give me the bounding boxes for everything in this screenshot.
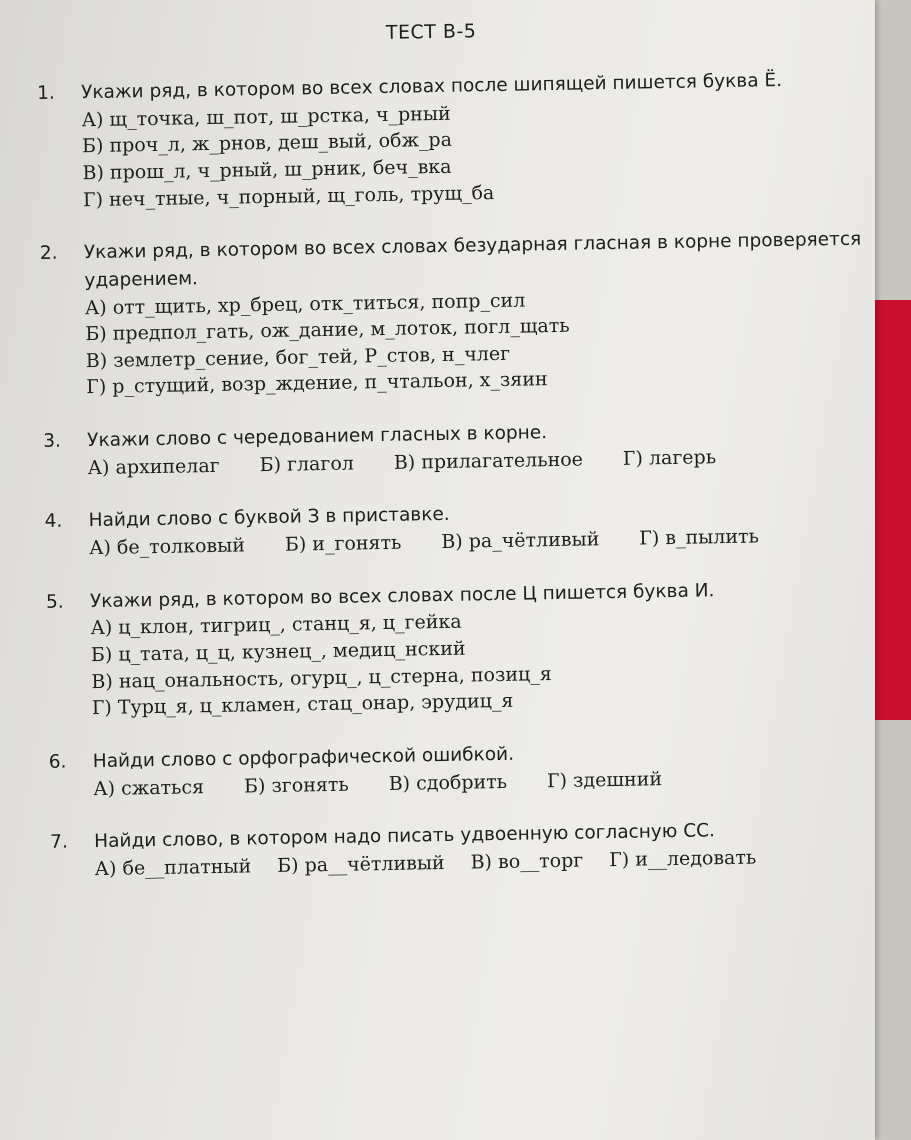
question-text: Укажи ряд, в котором во всех словах после шипящей пишется буква Ё. xyxy=(80,69,783,104)
answer-option: Б) предпол_гать, ож_дание, м_лоток, погл_щать xyxy=(85,314,570,346)
question-text: Найди слово, в котором надо писать удвоенную согласную СС. xyxy=(94,820,716,853)
question-3 xyxy=(43,413,874,482)
answer-option: Г) здешний xyxy=(546,767,663,792)
question-text: Укажи слово с чередованием гласных в корне. xyxy=(87,422,548,452)
question-text: Укажи ряд, в котором во всех словах после Ц пишется буква И. xyxy=(89,579,715,612)
answer-option: В) нац_ональность, огурц_, ц_стерна, позиц_я xyxy=(91,662,552,693)
answer-option: Г) Турц_я, ц_кламен, стац_онар, эрудиц_я xyxy=(91,689,514,720)
question-2 xyxy=(40,226,873,402)
question-7 xyxy=(50,815,881,884)
answer-option: А) щ_точка, ш_пот, ш_рстка, ч_рный xyxy=(81,102,451,131)
question-text: Найди слово с орфографической ошибкой. xyxy=(92,743,515,772)
question-number: 4. xyxy=(44,510,63,533)
question-number: 3. xyxy=(43,430,62,452)
answer-option: Б) и_гонять xyxy=(284,531,402,556)
answer-options xyxy=(85,281,873,401)
answer-option: В) сдобрить xyxy=(388,770,508,795)
answer-option: Г) лагерь xyxy=(622,445,717,470)
answer-option: Б) згонять xyxy=(243,773,349,798)
answer-option: Г) р_стущий, возр_ждение, п_чтальон, х_зяин xyxy=(86,368,548,399)
answer-option: Г) неч_тные, ч_порный, щ_голь, трущ_ба xyxy=(82,181,495,211)
question-number: 2. xyxy=(39,242,58,265)
question-number: 5. xyxy=(45,591,64,613)
answer-option: В) во__торг xyxy=(470,849,584,874)
answer-option: Б) проч_л, ж_рнов, деш_вый, обж_ра xyxy=(81,129,453,158)
question-number: 7. xyxy=(50,831,69,854)
answer-option: А) сжаться xyxy=(93,775,205,800)
answer-option: Б) ц_тата, ц_ц, кузнец_, медиц_нский xyxy=(90,637,466,667)
answer-option: Б) глагол xyxy=(259,452,355,476)
question-number: 1. xyxy=(36,82,55,104)
question-6 xyxy=(49,734,880,803)
question-text: Найди слово с буквой З в приставке. xyxy=(88,504,450,532)
question-4 xyxy=(44,494,875,563)
answer-options xyxy=(90,602,878,722)
question-text: Укажи ряд, в котором во всех словах безударная гласная в корне проверяется ударением. xyxy=(83,228,862,292)
question-1 xyxy=(37,66,869,215)
answer-option: А) ц_клон, тигриц_, станц_я, ц_гейка xyxy=(90,611,462,640)
answer-option: А) отт_щить, хр_брец, отк_титься, попр_сил xyxy=(84,289,526,319)
question-5 xyxy=(46,574,878,723)
answer-options xyxy=(81,93,869,213)
test-title: ТЕСТ В-5 xyxy=(385,20,477,44)
answer-option: Г) в_пылить xyxy=(639,525,760,550)
question-number: 6. xyxy=(48,751,67,773)
answer-option: Г) и__ледовать xyxy=(609,846,757,872)
test-content xyxy=(36,14,881,910)
answer-option: А) бе__платный xyxy=(94,855,252,881)
answer-option: В) прилагательное xyxy=(393,448,584,474)
answer-option: Б) ра__чётливый xyxy=(277,851,445,877)
answer-option: В) ра_чётливый xyxy=(441,528,600,554)
answer-option: А) бе_толковый xyxy=(88,534,246,560)
answer-option: В) прош_л, ч_рный, ш_рник, беч_вка xyxy=(82,155,452,185)
answer-option: А) архипелаг xyxy=(87,454,220,479)
answer-option: В) землетр_сение, бог_тей, Р_стов, н_члег xyxy=(85,342,511,372)
